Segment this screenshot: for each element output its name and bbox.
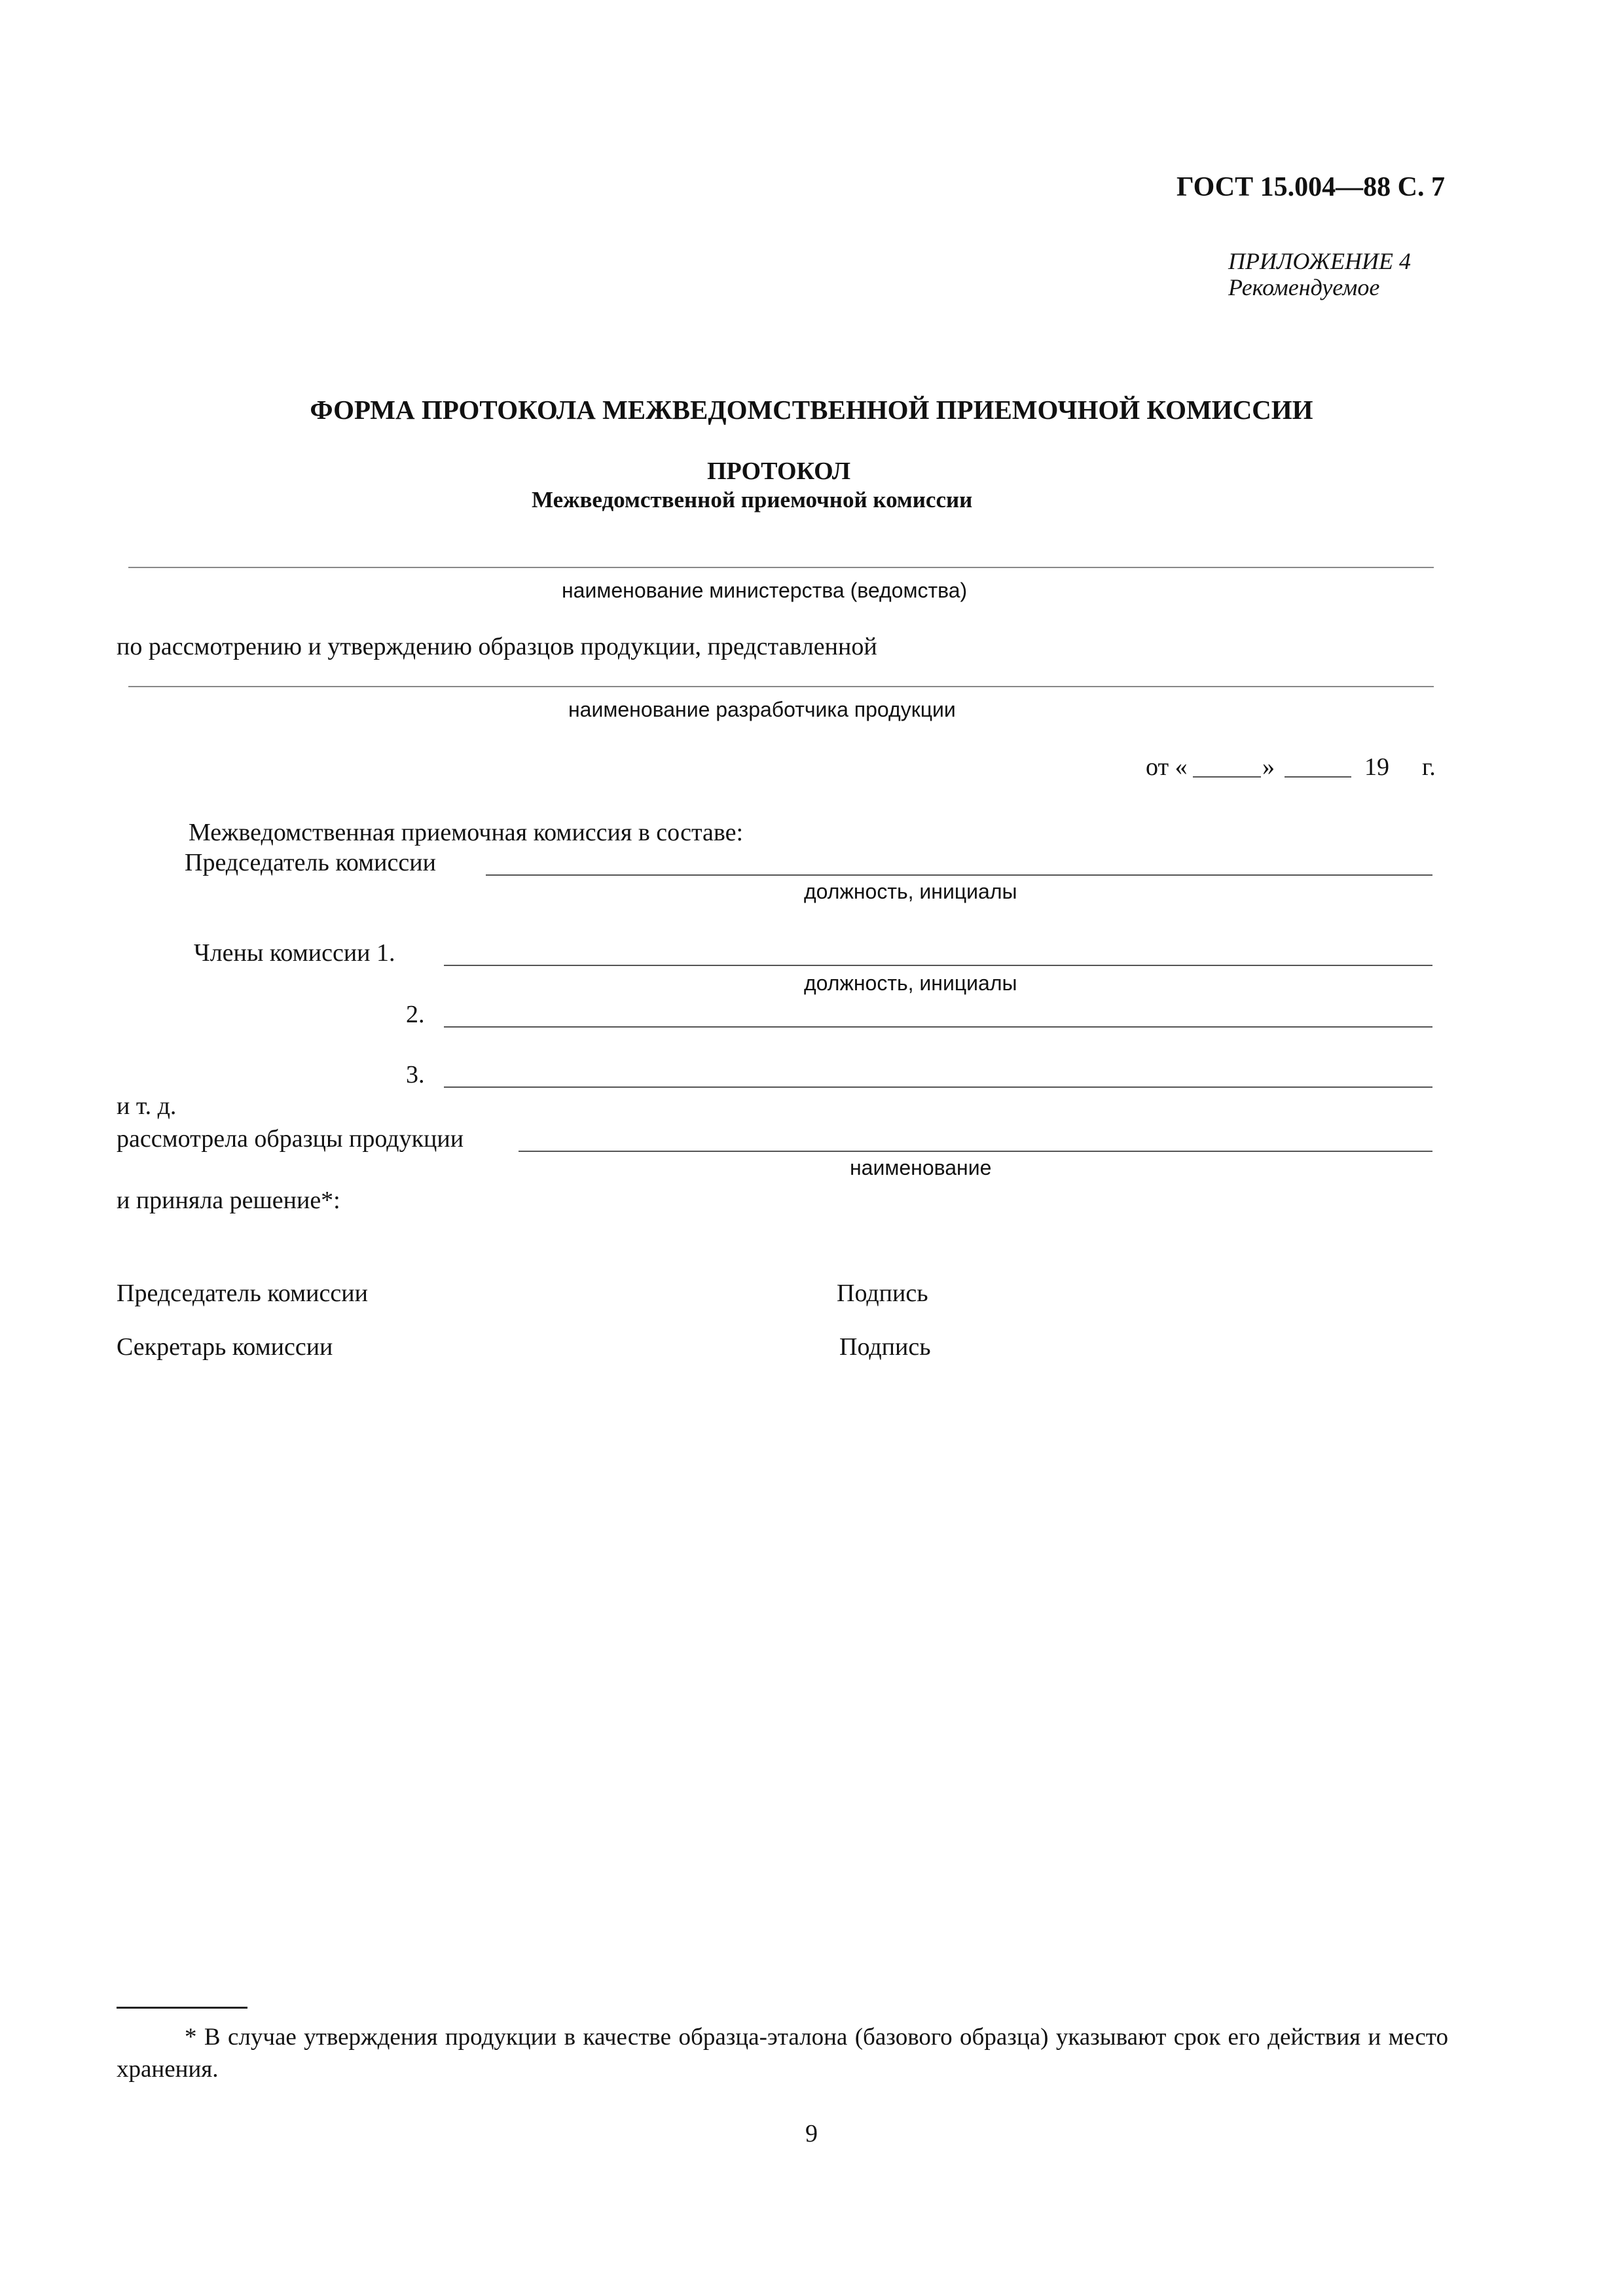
member-position-caption: должность, инициалы (804, 971, 1017, 995)
footnote: * В случае утверждения продукции в качестве образца-эталона (базового образца) указывают срок его действия и место хранения. (117, 2024, 1448, 2083)
date-month-line (1285, 776, 1351, 778)
product-name-line (519, 1151, 1432, 1152)
protocol-title: ПРОТОКОЛ (707, 457, 851, 485)
ministry-caption: наименование министерства (ведомства) (562, 579, 968, 602)
member-1-line (444, 965, 1432, 966)
document-code: ГОСТ 15.004—88 С. 7 (1176, 172, 1445, 202)
page-number: 9 (805, 2120, 818, 2147)
member-3-label: 3. (406, 1061, 425, 1088)
developer-caption: наименование разработчика продукции (568, 698, 956, 721)
member-2-line (444, 1026, 1432, 1028)
product-name-caption: наименование (850, 1156, 992, 1179)
appendix-status: Рекомендуемое (1228, 274, 1380, 300)
signature-secretary-sign: Подпись (839, 1333, 931, 1361)
members-label: Члены комиссии 1. (194, 939, 395, 967)
chair-position-caption: должность, инициалы (804, 880, 1017, 903)
reviewed-text: рассмотрела образцы продукции (117, 1125, 464, 1153)
date-suffix: г. (1422, 753, 1436, 781)
footnote-rule (117, 2007, 247, 2009)
date-day-line (1193, 776, 1261, 778)
etc-text: и т. д. (117, 1092, 177, 1120)
member-3-line (444, 1086, 1432, 1088)
form-title: ФОРМА ПРОТОКОЛА МЕЖВЕДОМСТВЕННОЙ ПРИЕМОЧНОЙ КОМИССИИ (310, 395, 1313, 425)
decision-text: и приняла решение*: (117, 1187, 340, 1214)
date-year: 19 (1364, 753, 1389, 781)
chair-line (486, 874, 1432, 876)
member-2-label: 2. (406, 1001, 425, 1028)
review-text: по рассмотрению и утверждению образцов продукции, представленной (117, 633, 877, 660)
appendix-label: ПРИЛОЖЕНИЕ 4 (1228, 248, 1411, 274)
ministry-name-line (128, 567, 1434, 568)
date-from: от « (1146, 753, 1188, 781)
commission-text: Межведомственная приемочная комиссия в составе: (189, 819, 744, 846)
developer-name-line (128, 686, 1434, 687)
chair-label: Председатель комиссии (185, 849, 436, 876)
date-quote-close: » (1262, 753, 1275, 781)
signature-secretary-label: Секретарь комиссии (117, 1333, 333, 1361)
signature-chair-label: Председатель комиссии (117, 1280, 368, 1307)
protocol-subtitle: Межведомственной приемочной комиссии (532, 487, 973, 512)
signature-chair-sign: Подпись (837, 1280, 928, 1307)
